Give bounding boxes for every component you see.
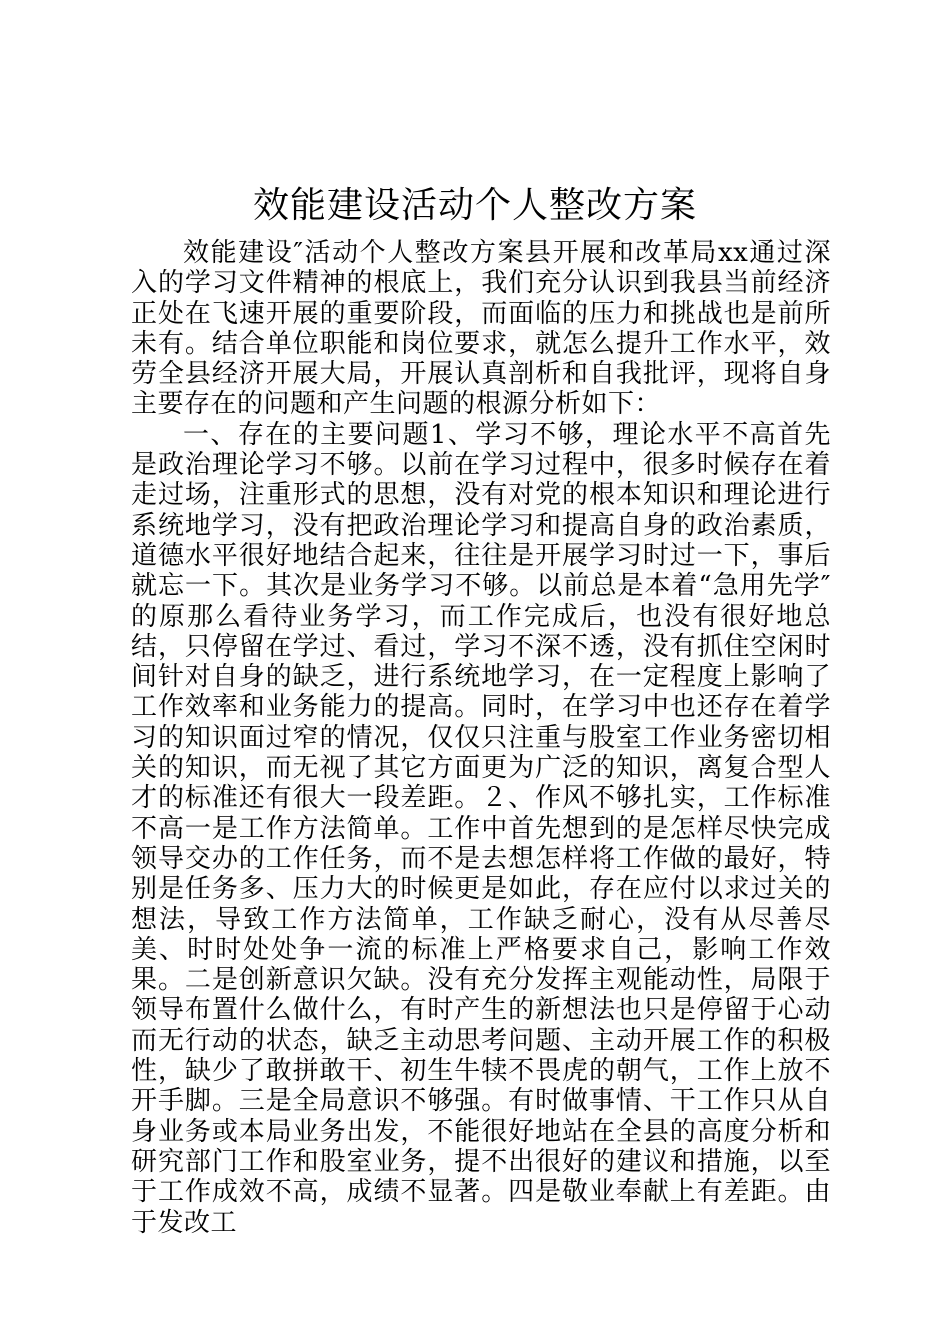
document-body xyxy=(131,238,831,1238)
paragraph-problems: 一、存在的主要问题1、学习不够，理论水平不高首先是政治理论学习不够。以前在学习过程中，很多时候存在着走过场，注重形式的思想，没有对党的根本知识和理论进行系统地学习，没有把政治理论学习和提高自身的政治素质，道德水平很好地结合起来，往往是开展学习时过一下，事后就忘一下。其次是业务学习不够。以前总是本着“急用先学″的原那么看待业务学习，而工作完成后，也没有很好地总结，只停留在学过、看过，学习不深不透，没有抓住空闲时间针对自身的缺乏，进行系统地学习，在一定程度上影响了工作效率和业务能力的提高。同时，在学习中也还存在着学习的知识面过窄的情况，仅仅只注重与股室工作业务密切相关的知识，而无视了其它方面更为广泛的知识，离复合型人才的标准还有很大一段差距。２、作风不够扎实，工作标准不高一是工作方法简单。工作中首先想到的是怎样尽快完成领导交办的工作任务，而不是去想怎样将工作做的最好，特别是任务多、压力大的时候更是如此，存在应付以求过关的想法，导致工作方法简单，工作缺乏耐心，没有从尽善尽美、时时处处争一流的标准上严格要求自己，影响工作效果。二是创新意识欠缺。没有充分发挥主观能动性，局限于领导布置什么做什么，有时产生的新想法也只是停留于心动而无行动的状态，缺乏主动思考问题、主动开展工作的积极性，缺少了敢拼敢干、初生牛犊不畏虎的朝气，工作上放不开手脚。三是全局意识不够强。有时做事情、干工作只从自身业务或本局业务出发，不能很好地站在全县的高度分析和研究部门工作和股室业务，提不出很好的建议和措施，以至于工作成效不高，成绩不显著。四是敬业奉献上有差距。由于发改工 xyxy=(131,419,831,1238)
document-title: 效能建设活动个人整改方案 xyxy=(252,185,697,226)
paragraph-intro: 效能建设″活动个人整改方案县开展和改革局xx通过深入的学习文件精神的根底上，我们充分认识到我县当前经济正处在飞速开展的重要阶段，而面临的压力和挑战也是前所未有。结合单位职能和岗位要求，就怎么提升工作水平，效劳全县经济开展大局，开展认真剖析和自我批评，现将自身主要存在的问题和产生问题的根源分析如下： xyxy=(131,238,831,420)
